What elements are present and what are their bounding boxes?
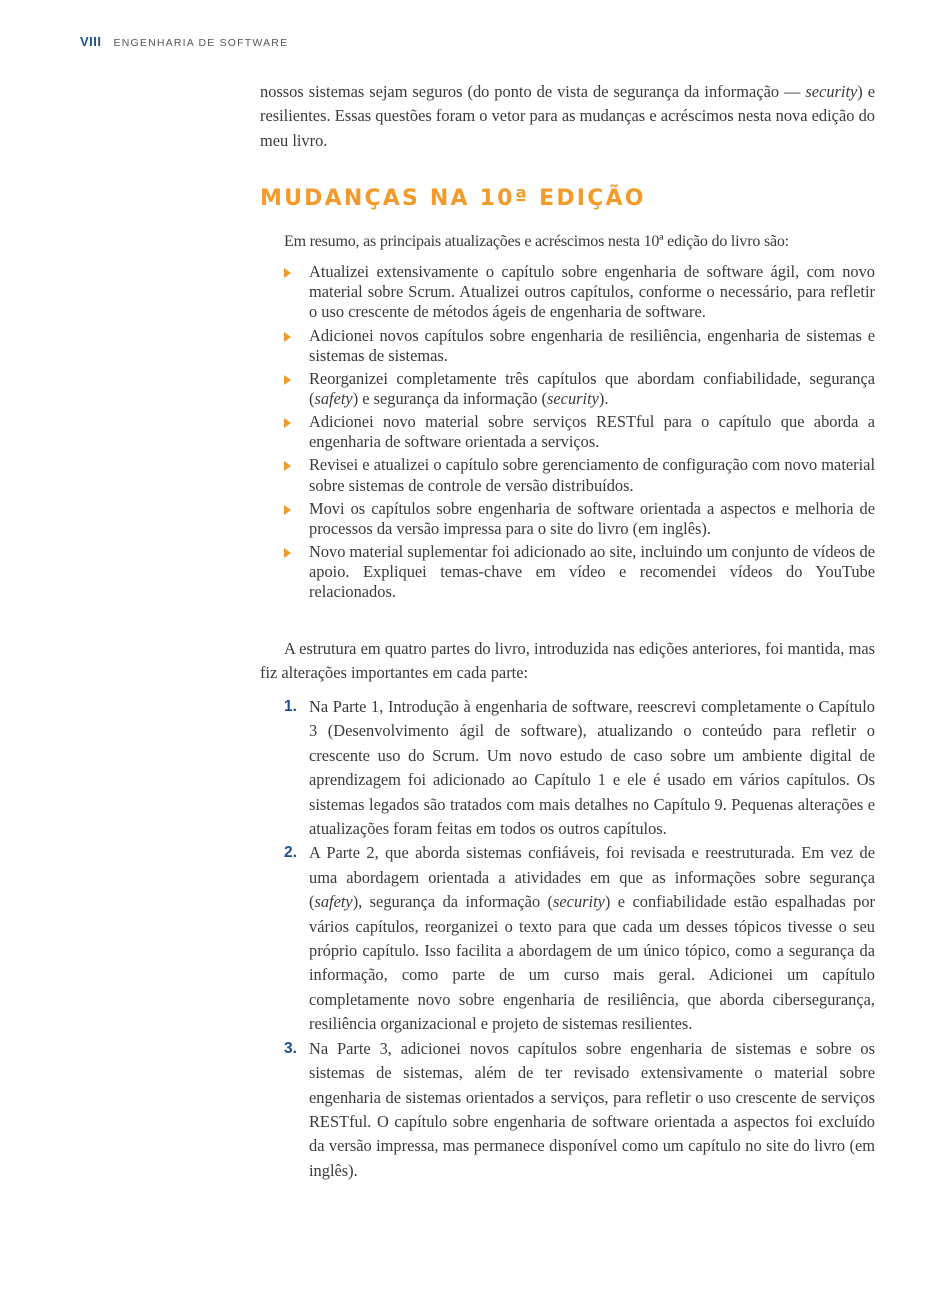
bullet-text-a: Reorganizei completamente três capítulos que abordam confiabilidade, segurança ( bbox=[309, 368, 875, 408]
triangle-bullet-icon bbox=[284, 332, 291, 342]
bullet-emphasis-safety: safety bbox=[314, 389, 353, 408]
list-item bbox=[283, 841, 875, 1036]
item-number: 3. bbox=[284, 1039, 297, 1057]
bullet-text: Revisei e atualizei o capítulo sobre gerenciamento de configuração com novo material sobre sistemas de controle de versão distribuídos. bbox=[309, 455, 875, 495]
bullet-text: Adicionei novos capítulos sobre engenharia de resiliência, engenharia de sistemas e sistemas de sistemas. bbox=[309, 325, 875, 365]
bullet-text-c: ). bbox=[598, 389, 609, 408]
bullet-text-b: ) e segurança da informação ( bbox=[352, 389, 548, 408]
list-item bbox=[283, 262, 875, 323]
item-text-c: ) e confiabilidade estão espalhadas por vários capítulos, reorganizei o texto para que cada um desses tópicos tivesse o seu próprio capítulo. Isso facilita a abordagem de um único tópico, como a segurança da informação, como parte de um curso mais geral. Adicionei um capítulo completamente novo sobre engenharia de resiliência, que aborda cibersegurança, resiliência organizacional e projeto de sistemas resilientes. bbox=[309, 892, 875, 1034]
running-head bbox=[80, 34, 288, 49]
bullet-emphasis-security: security bbox=[547, 389, 599, 408]
parts-numbered-list bbox=[283, 695, 875, 1183]
list-item bbox=[283, 695, 875, 841]
triangle-bullet-icon bbox=[284, 418, 291, 428]
list-item bbox=[283, 499, 875, 539]
list-item bbox=[283, 412, 875, 452]
triangle-bullet-icon bbox=[284, 505, 291, 515]
bullet-text: Novo material suplementar foi adicionado ao site, incluindo um conjunto de vídeos de apoio. Expliquei temas-chave em vídeo e recomendei vídeos do YouTube relacionados. bbox=[309, 541, 875, 602]
page-number: VIII bbox=[80, 34, 102, 49]
section-heading: MUDANÇAS NA 10ª EDIÇÃO bbox=[260, 186, 646, 211]
changes-bullet-list bbox=[283, 262, 875, 605]
intro-paragraph bbox=[260, 80, 875, 153]
list-item bbox=[283, 455, 875, 495]
intro-text-a: nossos sistemas sejam seguros (do ponto de vista de segurança da informação — bbox=[260, 82, 806, 101]
item-text-a: A Parte 2, que aborda sistemas confiáveis, foi revisada e reestruturada. Em vez de uma abordagem orientada a atividades em que as informações sobre segurança ( bbox=[309, 843, 875, 912]
triangle-bullet-icon bbox=[284, 548, 291, 558]
intro-emphasis: security bbox=[805, 82, 858, 101]
item-text-b: ), segurança da informação ( bbox=[352, 892, 554, 912]
list-item bbox=[283, 1037, 875, 1183]
item-number: 1. bbox=[284, 698, 297, 715]
list-item bbox=[283, 542, 875, 603]
book-title: ENGENHARIA DE SOFTWARE bbox=[113, 37, 289, 49]
item-emphasis-safety: safety bbox=[314, 892, 353, 912]
list-item bbox=[283, 326, 875, 366]
list-item bbox=[283, 369, 875, 409]
bullet-text: Movi os capítulos sobre engenharia de software orientada a aspectos e melhoria de processos da versão impressa para o site do livro (em inglês). bbox=[309, 498, 875, 538]
bullet-text: Atualizei extensivamente o capítulo sobre engenharia de software ágil, com novo material sobre Scrum. Atualizei outros capítulos, conforme o necessário, para refletir o uso crescente de métodos ágeis de engenharia de software. bbox=[309, 262, 875, 322]
triangle-bullet-icon bbox=[284, 375, 291, 385]
item-emphasis-security: security bbox=[553, 892, 605, 912]
triangle-bullet-icon bbox=[284, 268, 291, 278]
item-text: Na Parte 3, adicionei novos capítulos sobre engenharia de sistemas e sobre os sistemas de sistemas, além de ter revisado extensivamente o material sobre engenharia de sistemas orientados a serviços, para refletir o uso crescente de serviços RESTful. O capítulo sobre engenharia de software orientada a aspectos foi excluído da versão impressa, mas permanece disponível como um capítulo no site do livro (em inglês). bbox=[309, 1038, 875, 1180]
triangle-bullet-icon bbox=[284, 461, 291, 471]
intro-text-b: ) e resilientes. Essas questões foram o vetor para as mudanças e acréscimos nesta nova edição do meu livro. bbox=[260, 82, 875, 150]
item-text: Na Parte 1, Introdução à engenharia de software, reescrevi completamente o Capítulo 3 (Desenvolvimento ágil de software), atualizando o conteúdo para refletir o crescente uso do Scrum. Um novo estudo de caso sobre um ambiente digital de aprendizagem foi adicionado ao Capítulo 1 e ele é usado em vários capítulos. Os sistemas legados são tratados com mais detalhes no Capítulo 9. Pequenas alterações e atualizações foram feitas em todos os outros capítulos. bbox=[309, 697, 875, 839]
bullet-text: Adicionei novo material sobre serviços RESTful para o capítulo que aborda a engenharia de software orientada a serviços. bbox=[309, 412, 875, 452]
structure-paragraph: A estrutura em quatro partes do livro, introduzida nas edições anteriores, foi mantida, mas fiz alterações importantes em cada parte: bbox=[260, 639, 875, 683]
item-number: 2. bbox=[284, 844, 297, 862]
summary-paragraph: Em resumo, as principais atualizações e acréscimos nesta 10ª edição do livro são: bbox=[284, 233, 789, 250]
